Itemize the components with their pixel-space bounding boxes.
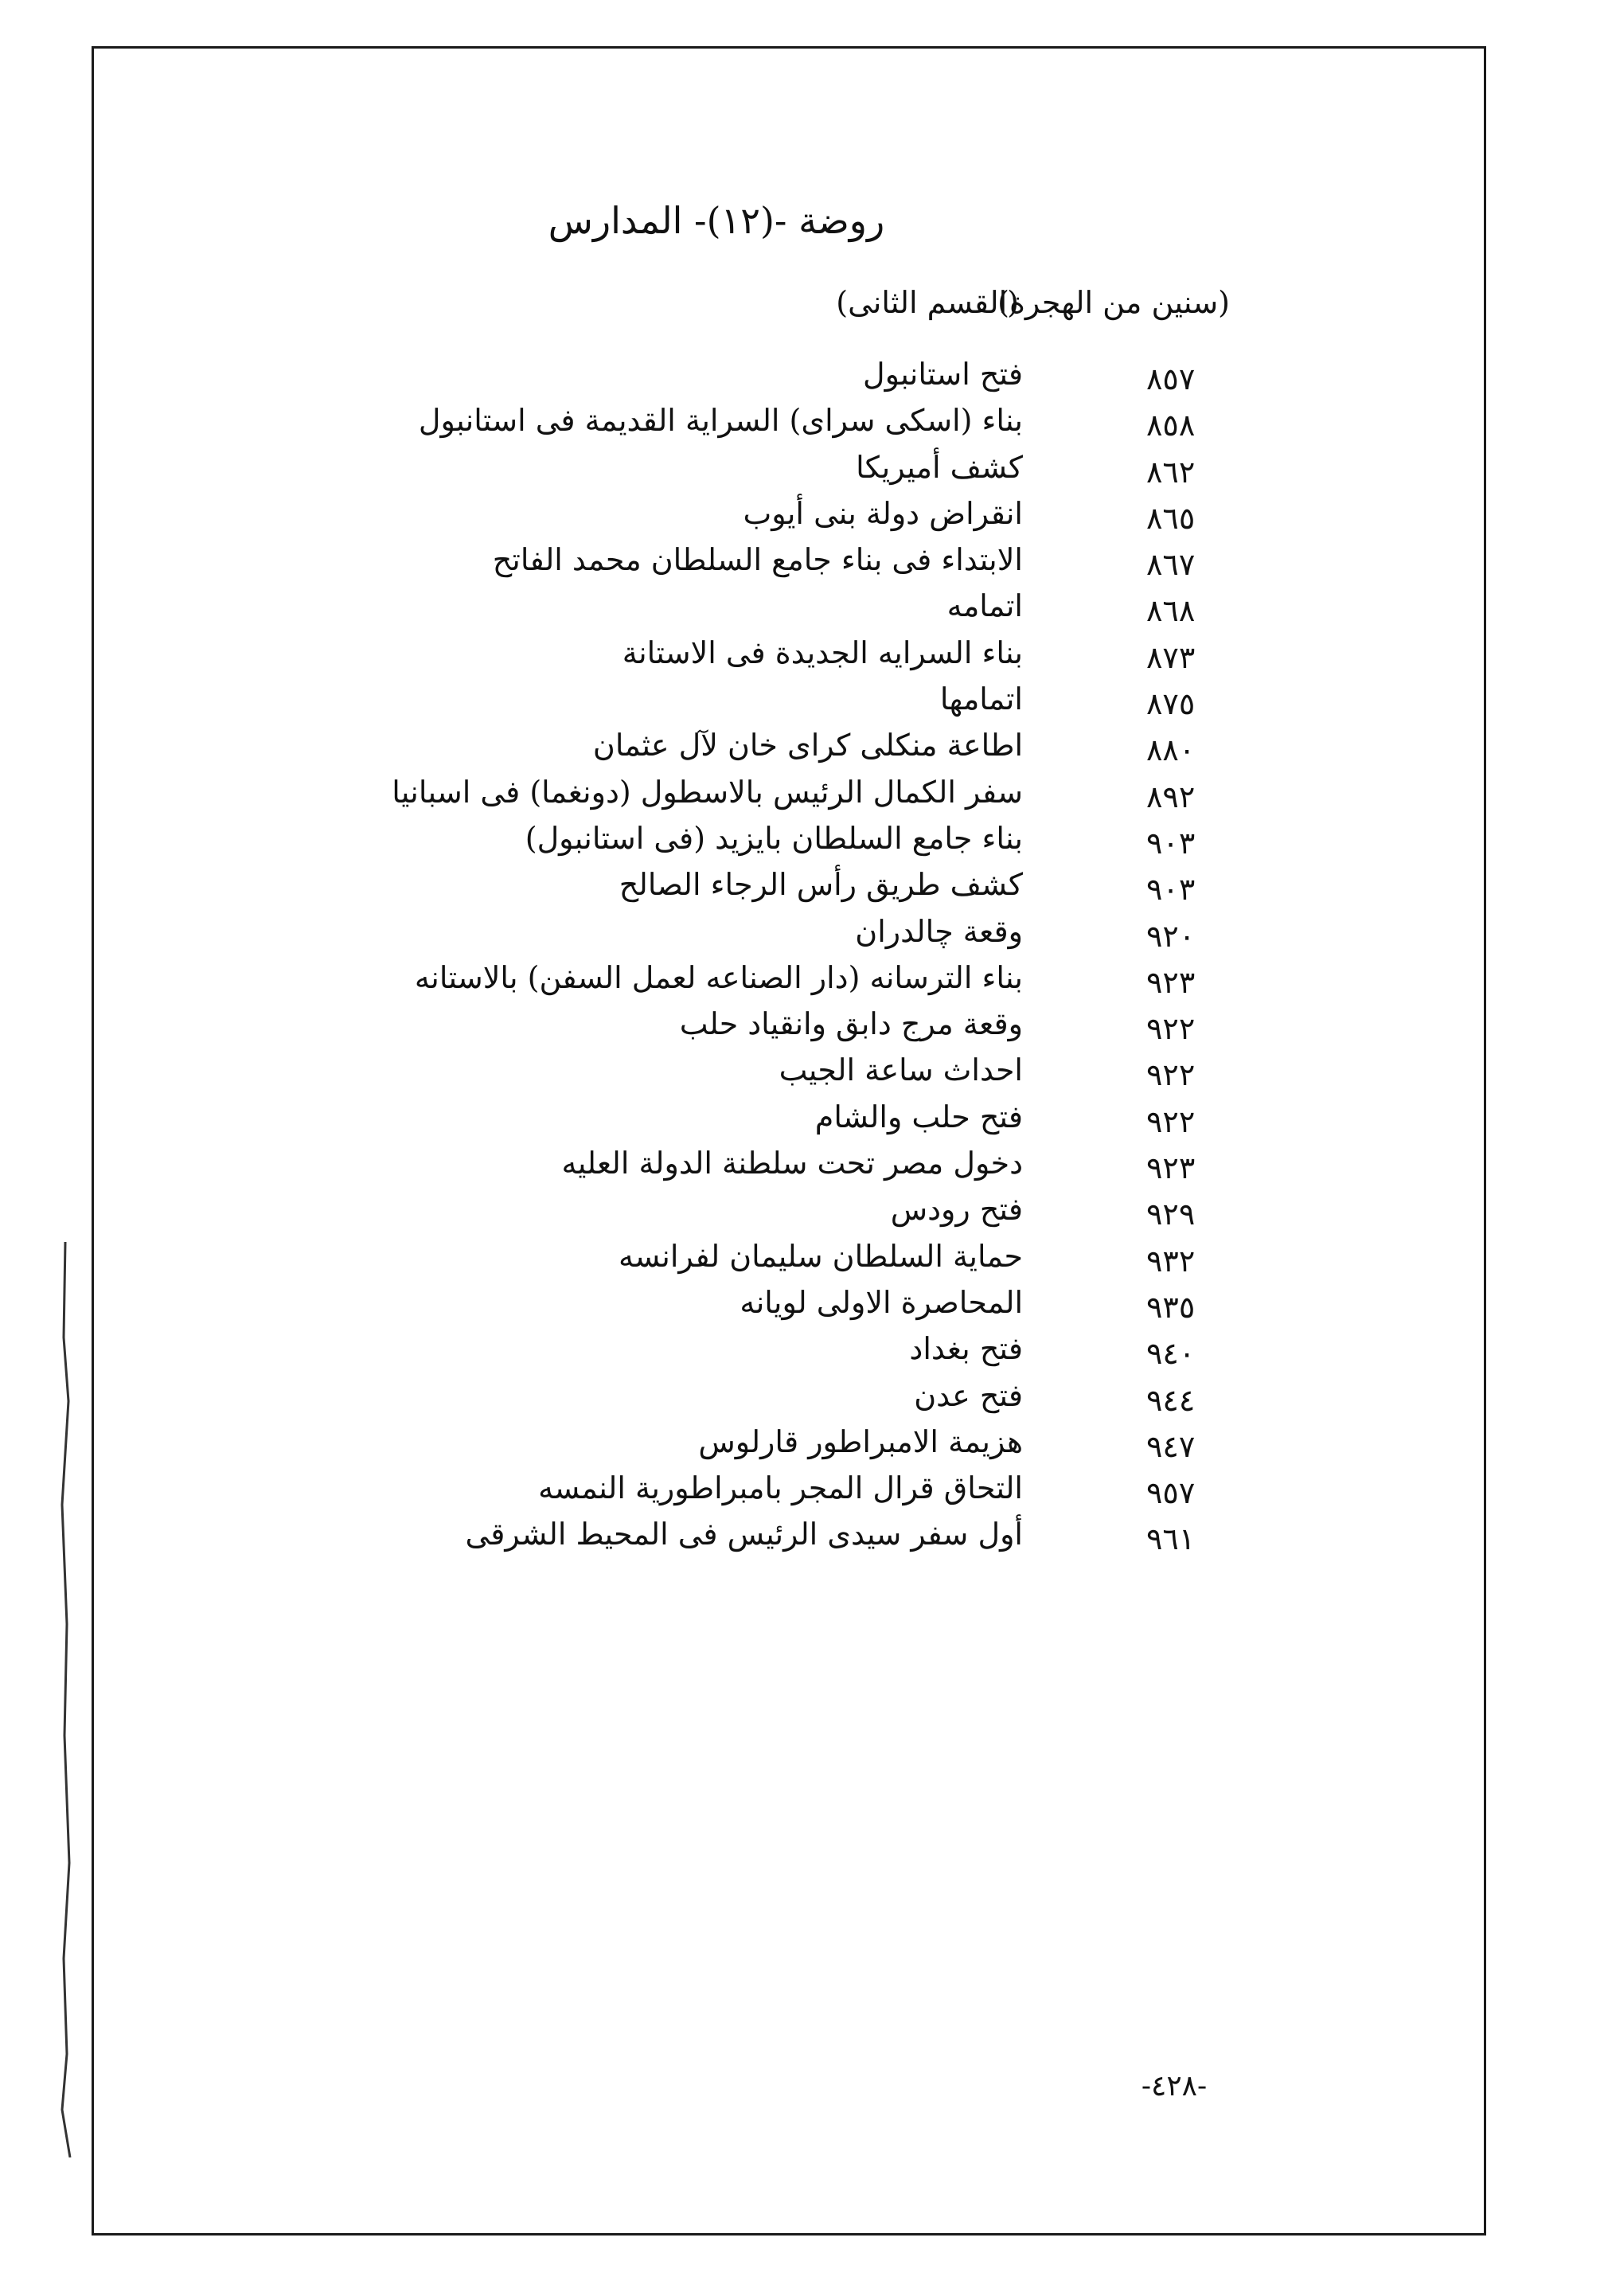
section-column-header: (القسم الثانى) [836,285,1019,320]
row-event: المحاصرة الاولى لويانه [740,1284,1023,1320]
row-year: ٩٢٢ [1146,1103,1196,1139]
row-year: ٨٦٥ [1146,500,1196,536]
row-event: وقعة مرج دابق وانقياد حلب [679,1006,1023,1042]
row-event: بناء (اسكى سراى) السراية القديمة فى استانبول [418,403,1023,439]
table-row [239,914,1234,960]
row-year: ٩٢٩ [1146,1197,1196,1232]
row-year: ٩٢٠ [1146,918,1196,954]
row-event: فتح بغداد [909,1331,1023,1367]
table-row [239,1192,1234,1238]
row-year: ٩٦١ [1146,1521,1196,1557]
row-year: ٨٦٧ [1146,547,1196,583]
row-event: بناء الترسانه (دار الصناعه لعمل السفن) بالاستانه [414,959,1023,995]
table-row [239,1146,1234,1192]
table-row [239,496,1234,542]
row-year: ٩٤٤ [1146,1382,1196,1418]
row-year: ٨٧٣ [1146,639,1196,675]
row-event: أول سفر سيدى الرئيس فى المحيط الشرقى [465,1517,1023,1552]
row-year: ٩٢٣ [1146,964,1196,1000]
table-row [239,588,1234,635]
row-event: بناء السرايه الجديدة فى الاستانة [622,635,1023,670]
table-row [239,403,1234,449]
row-event: بناء جامع السلطان بايزيد (فى استانبول) [525,820,1023,856]
row-year: ٨٦٢ [1146,454,1196,490]
row-year: ٨٩٢ [1146,779,1196,814]
row-year: ٩٣٢ [1146,1243,1196,1279]
row-year: ٩٤٧ [1146,1428,1196,1464]
row-year: ٨٦٨ [1146,593,1196,629]
row-event: وقعة چالدران [855,913,1023,949]
table-row [239,681,1234,728]
row-event: كشف طريق رأس الرجاء الصالح [619,867,1023,903]
row-year: ٨٥٧ [1146,361,1196,396]
row-event: فتح رودس [890,1192,1023,1228]
table-row [239,821,1234,867]
table-row [239,867,1234,913]
row-event: كشف أميريكا [856,449,1023,485]
table-row [239,1470,1234,1517]
table-row [239,450,1234,496]
page-number: -٤٢٨- [1141,2070,1208,2103]
row-event: اتمامه [946,588,1023,624]
row-event: انقراض دولة بنى أيوب [743,495,1023,531]
table-row [239,542,1234,588]
row-event: اطاعة منكلى كراى خان لآل عثمان [592,728,1023,763]
table-row [239,1006,1234,1052]
table-row [239,728,1234,774]
row-year: ٩٠٣ [1146,825,1196,861]
row-year: ٩٠٣ [1146,872,1196,908]
table-row [239,1285,1234,1331]
row-event: دخول مصر تحت سلطنة الدولة العليه [561,1146,1023,1181]
row-event: حماية السلطان سليمان لفرانسه [618,1238,1023,1274]
row-event: هزيمة الامبراطور قارلوس [698,1423,1023,1459]
row-event: اتمامها [939,681,1023,717]
row-event: الابتداء فى بناء جامع السلطان محمد الفاتح [492,542,1023,578]
table-row [239,1378,1234,1424]
row-year: ٩٢٢ [1146,1011,1196,1047]
margin-scan-mark [54,1242,78,2157]
table-row [239,1424,1234,1470]
row-year: ٩٣٥ [1146,1289,1196,1325]
row-event: فتح حلب والشام [814,1099,1023,1134]
table-row [239,960,1234,1006]
row-event: احداث ساعة الجيب [779,1052,1023,1088]
table-row [239,775,1234,821]
row-event: فتح عدن [914,1377,1023,1413]
row-year: ٨٥٨ [1146,408,1196,443]
row-year: ٩٢٢ [1146,1057,1196,1093]
row-event: التحاق قرال المجر بامبراطورية النمسه [538,1470,1023,1506]
row-year: ٩٢٣ [1146,1150,1196,1186]
row-year: ٨٧٥ [1146,686,1196,722]
row-year: ٩٤٠ [1146,1336,1196,1372]
row-year: ٨٨٠ [1146,732,1196,768]
table-row [239,1517,1234,1563]
years-column-header: (سنين من الهجرة) [997,285,1230,320]
row-year: ٩٥٧ [1146,1475,1196,1511]
row-event: سفر الكمال الرئيس بالاسطول (دونغما) فى اسبانيا [392,774,1023,810]
table-row [239,635,1234,681]
timeline-table [239,357,1234,1564]
table-row [239,1099,1234,1146]
table-row [239,1239,1234,1285]
page-title: روضة -(١٢)- المدارس [548,199,885,242]
row-event: فتح استانبول [863,357,1023,392]
table-row [239,1331,1234,1377]
table-row [239,357,1234,403]
table-row [239,1052,1234,1099]
